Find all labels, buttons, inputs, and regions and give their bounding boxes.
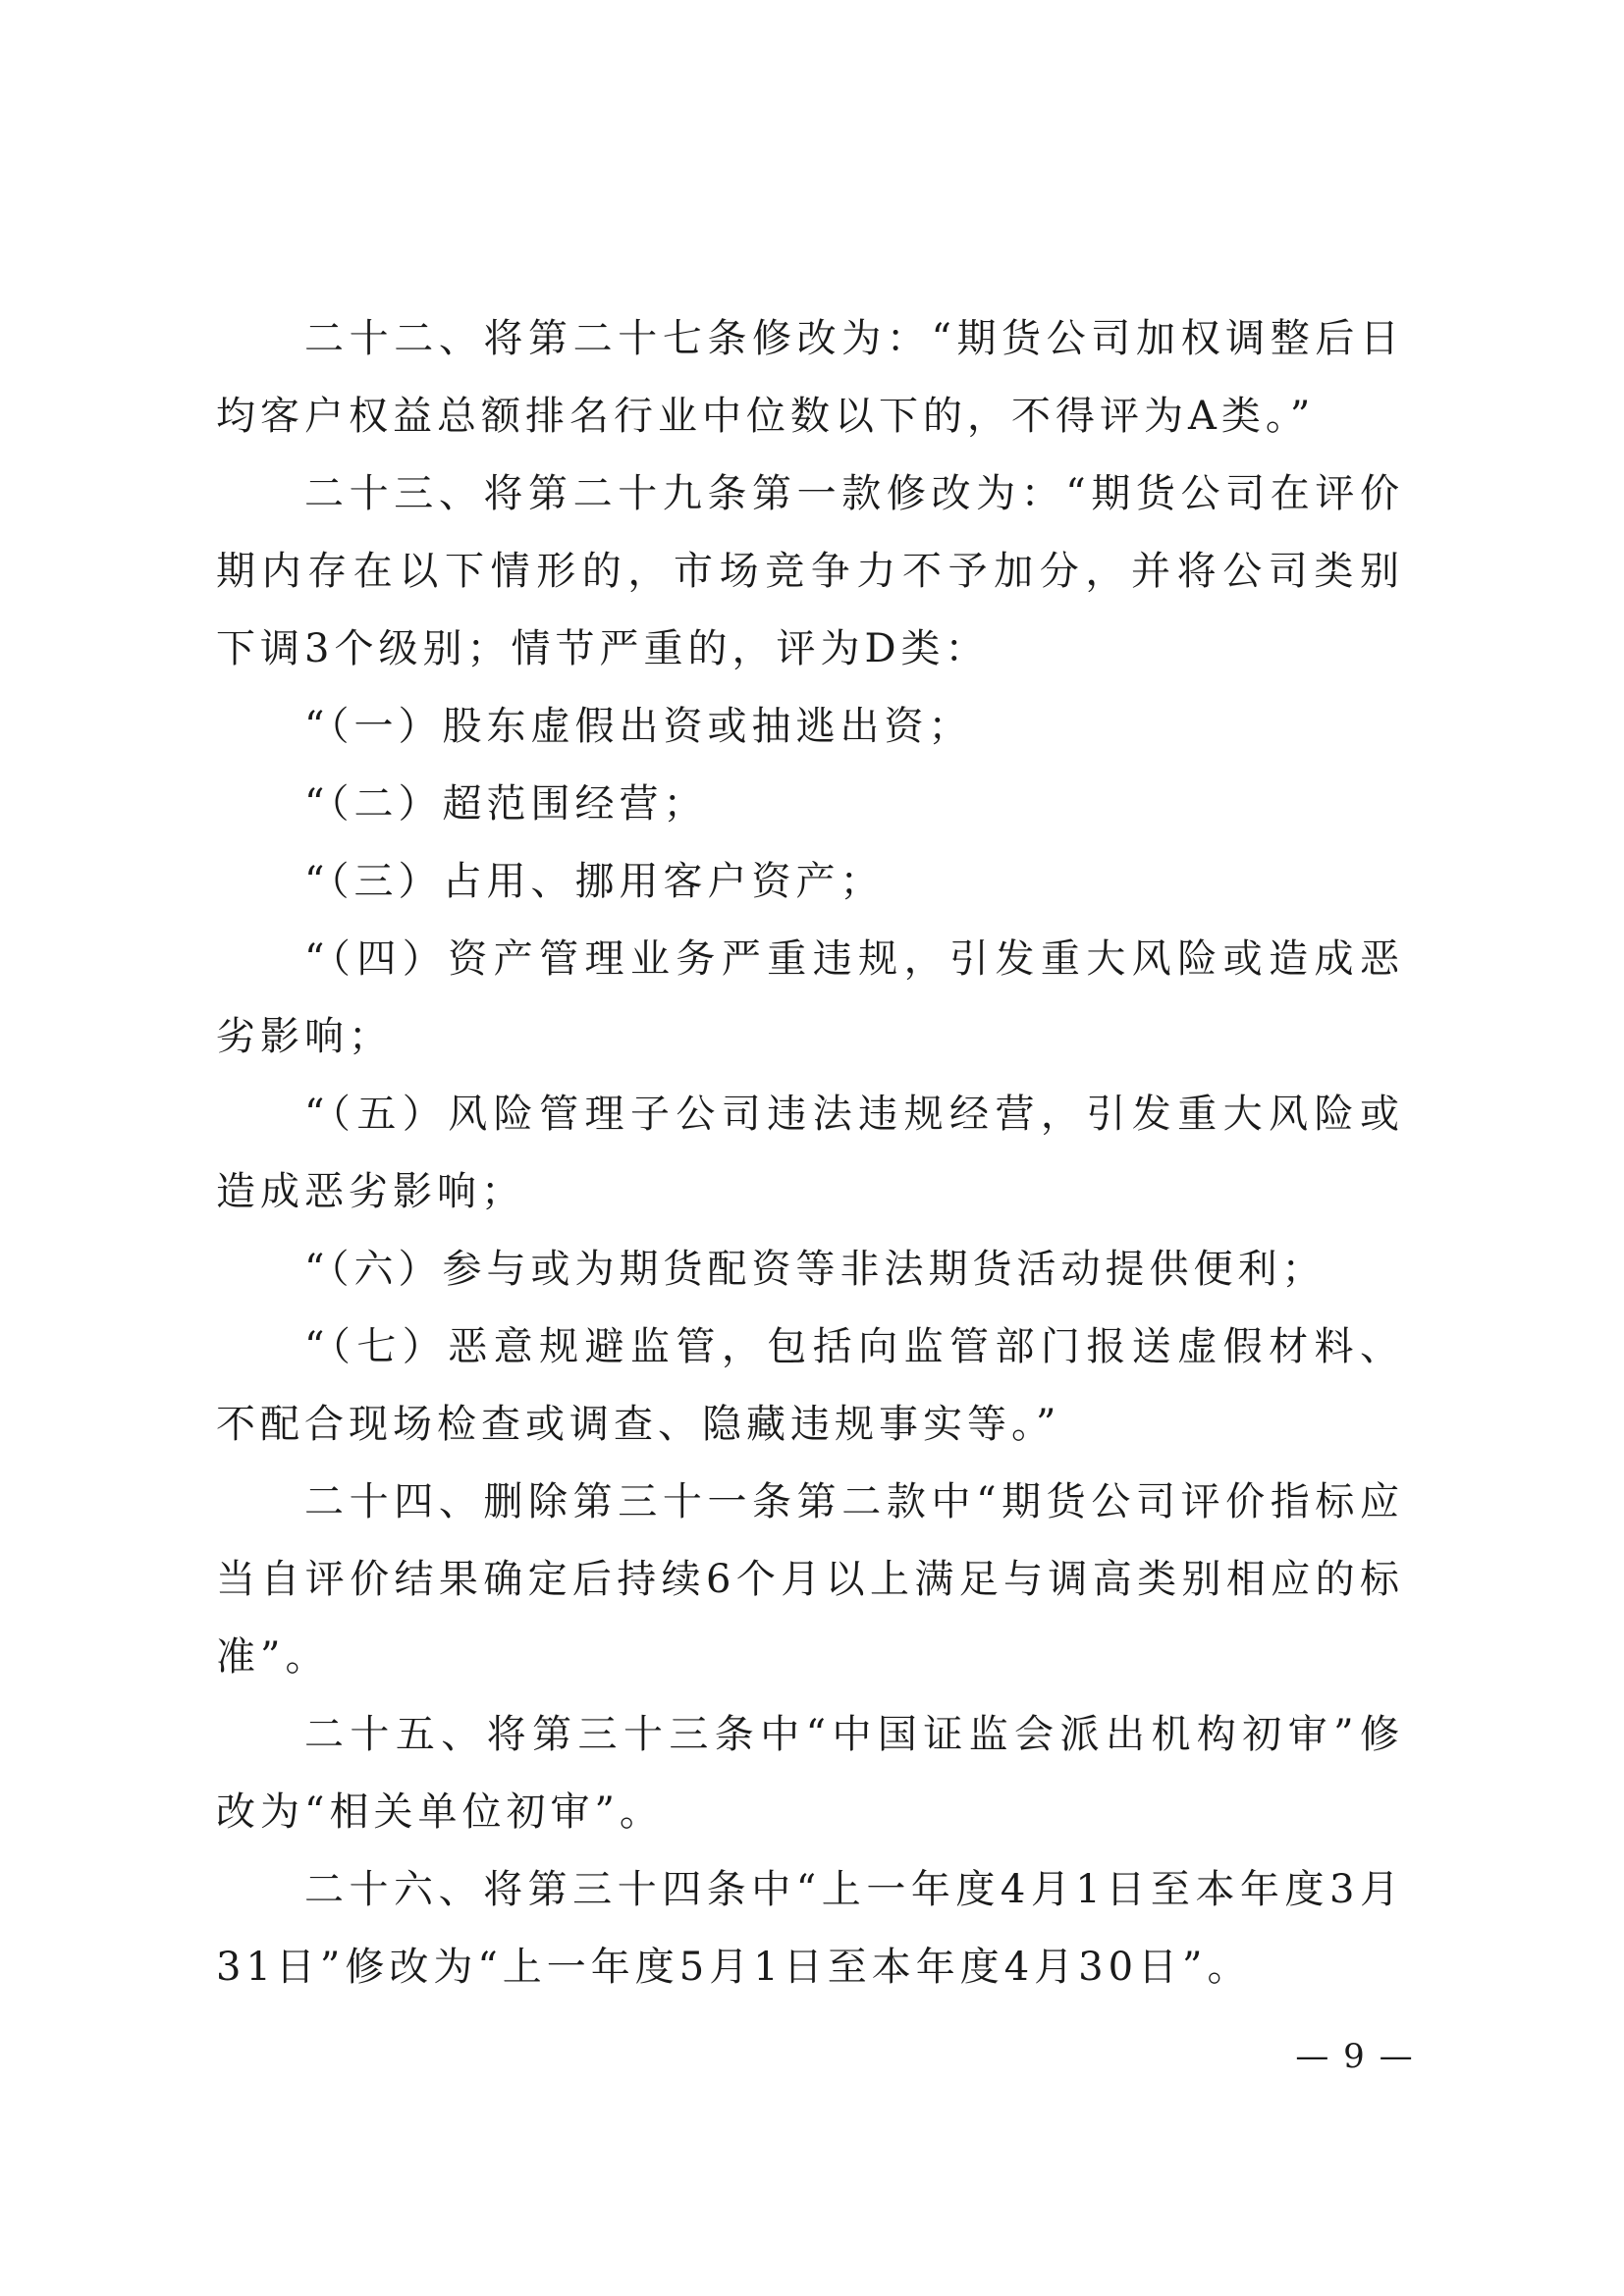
paragraph-item-22: 二十二、将第二十七条修改为：“期货公司加权调整后日均客户权益总额排名行业中位数以下的，不得评为A类。” — [216, 316, 1404, 439]
paragraph-item-23: 二十三、将第二十九条第一款修改为：“期货公司在评价期内存在以下情形的，市场竞争力不予加分，并将公司类别下调3个级别；情节严重的，评为D类： — [216, 471, 1404, 671]
paragraph-item-25: 二十五、将第三十三条中“中国证监会派出机构初审”修改为“相关单位初审”。 — [216, 1712, 1404, 1835]
paragraph-subitem-4: “（四）资产管理业务严重违规，引发重大风险或造成恶劣影响； — [216, 936, 1404, 1059]
page-number: — 9 — — [1295, 2037, 1415, 2076]
paragraph-subitem-5: “（五）风险管理子公司违法违规经营，引发重大风险或造成恶劣影响； — [216, 1092, 1404, 1214]
paragraph-subitem-1: “（一）股东虚假出资或抽逃出资； — [304, 704, 973, 749]
paragraph-subitem-2: “（二）超范围经营； — [304, 781, 708, 827]
document-body — [216, 300, 1404, 2006]
paragraph-subitem-7: “（七）恶意规避监管，包括向监管部门报送虚假材料、不配合现场检查或调查、隐藏违规事实等。” — [216, 1324, 1404, 1447]
paragraph-subitem-3: “（三）占用、挪用客户资产； — [304, 859, 885, 904]
paragraph-item-24: 二十四、删除第三十一条第二款中“期货公司评价指标应当自评价结果确定后持续6个月以上满足与调高类别相应的标准”。 — [216, 1479, 1404, 1680]
paragraph-subitem-6: “（六）参与或为期货配资等非法期货活动提供便利； — [304, 1247, 1326, 1292]
paragraph-item-26: 二十六、将第三十四条中“上一年度4月1日至本年度3月31日”修改为“上一年度5月1日至本年度4月30日”。 — [216, 1867, 1404, 1990]
